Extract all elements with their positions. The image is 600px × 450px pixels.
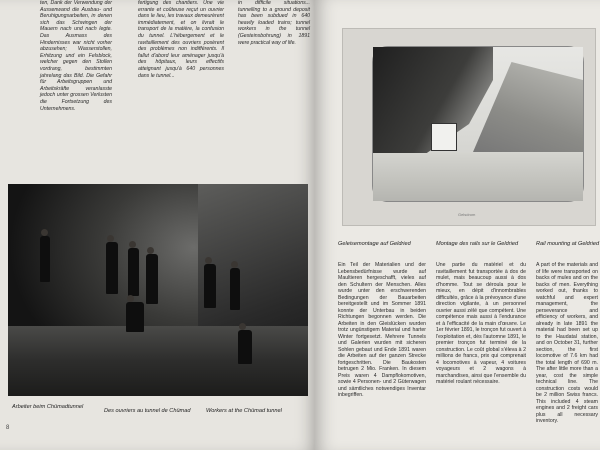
text-column-german-top: ten, Dank der Verwendung der Aussenwand die Ausbau- und Beruhigungsarbeiten, in denen sich das Schwingen der Mauern nach und nach legte. Das Ausmass des Hindernisses war nicht vorher abzusehen; Wasserstollen, Erhitzung und ein Felsblock, welcher gegen den Stollen vordrang, bestimmten jahrelang das Bild. Die Gefahr für Arbeitsgruppen und Arbeitskräfte veranlasste jedoch unter grossen Verlusten die Fortsetzung des Unternehmens. [40,0,112,112]
railway-bed [373,153,583,201]
page-number: 8 [6,425,10,431]
caption-german-right: Geleisemontage auf Geldried [338,241,411,247]
caption-english-right: Rail mounting at Geldried [536,241,600,247]
worker-figure [126,302,144,332]
worker-figure [106,242,118,294]
rail-mounting-photo [372,46,584,202]
caption-english-left: Workers at the Chümad tunnel [206,408,282,414]
worker-figure [146,254,158,304]
worker-figure [128,248,139,296]
caption-german-left: Arbeiter beim Chümadtunnel [12,404,84,410]
text-column-english-top: in difficile situations... tunnelling to a ground deposit has been subdued in 640 heavily loaded trains; tunnel workers in the tunnel (Gesteinsbohrung) in 1891 were practical way of life. [238,0,310,46]
plate-label: Gelsdrom [458,212,476,217]
body-text-english: A part of the materials and of life were transported on backs of mules and on the backs of men. Everything worked out, thanks to watchful and expert management, the perseverance and efficiency of workers, and already in late 1891 the material had been set up to the Haudatal station, and on October 31, further section, the first locomotive of 7.6 km had the total length of 690 m. The after little more than a year, cost the simple technical line. The construction costs would be 2 million Swiss francs. This included 4 steam engines and 2 freight cars plus all necessary inventory. [536,262,598,424]
worker-figure [238,330,252,364]
caption-french-right: Montage des rails sur le Geldried [436,241,519,247]
worker-figure [230,268,240,310]
workers-tunnel-photo [8,184,308,396]
rail-cart [431,123,457,151]
body-text-german-main: Ein Teil der Materialien und der Lebensbedürfnisse wurde auf Maultieren hergeschafft, vieles auf den Schultern der Menschen. Alles wurde unter den erschwerenden Bedingungen der Bauarbeiten bereitgestellt und im Sommer 1891 konnte der Unterbau in beiden Richtungen begonnen werden. Die Arbeiten in den Gleislücken wurden trotz ungünstigem Material und harter Winter fortgesetzt. Mehrere Tunnels und Galerien wurden mit sicheren Sohlen gebaut und Ende 1891 waren die Arbeiten auf der ganzen Strecke fortgeschritten. Die Baukosten betrugen 2 Mio. Franken. In diesem Preis waren 4 Dampflokomotiven, sowie 4 Personen- und 2 Güterwagen und sämtliches notwendiges Inventar inbegriffen. [338,262,426,398]
body-text-french: Une partie du matériel et du ravitaillement fut transportée à dos de mulet, mais beaucoup aussi à dos d'homme. Tout se déroula pour le mieux, en dépit d'innombrables difficultés, grâce à la prévoyance d'une direction vigilante, à un personnel ouvrier aussi zélé que compétent. Une compétence mais aussi à l'endurance et à l'efficacité de la main d'œuvre. Le 1er février 1891, le tronçon fut ouvert à l'exploitation et, dès l'automne 1891, le premier tronçon fut terminé de la construction. Le coût global s'éleva à 2 millions de francs, prix qui comprenait 4 locomotives à vapeur, 4 voitures voyageurs et 2 wagons à marchandises, ainsi que l'ensemble du matériel roulant nécessaire. [436,262,526,385]
caption-french-left: Des ouvriers au tunnel de Chümad [104,408,191,414]
worker-figure [40,236,50,282]
body-text-german [316,262,318,264]
rubble-ground [8,326,308,396]
text-column-french-top: fertigung des chantiers. Une vie errante et coûteuse reçut un ouvrier dans le lieu, les travaux demeurèrent immédiatement, et on livrait le transport de la matière, la confusion du tunnel. L'hébergement et le ravitaillement des ouvriers posèrent des problèmes non indifférents. Il fallut d'abord leur aménager jusqu'à des hôpitaux, leurs effectifs atteignant jusqu'à 640 personnes dans le tunnel... [138,0,224,79]
worker-figure [204,264,216,308]
